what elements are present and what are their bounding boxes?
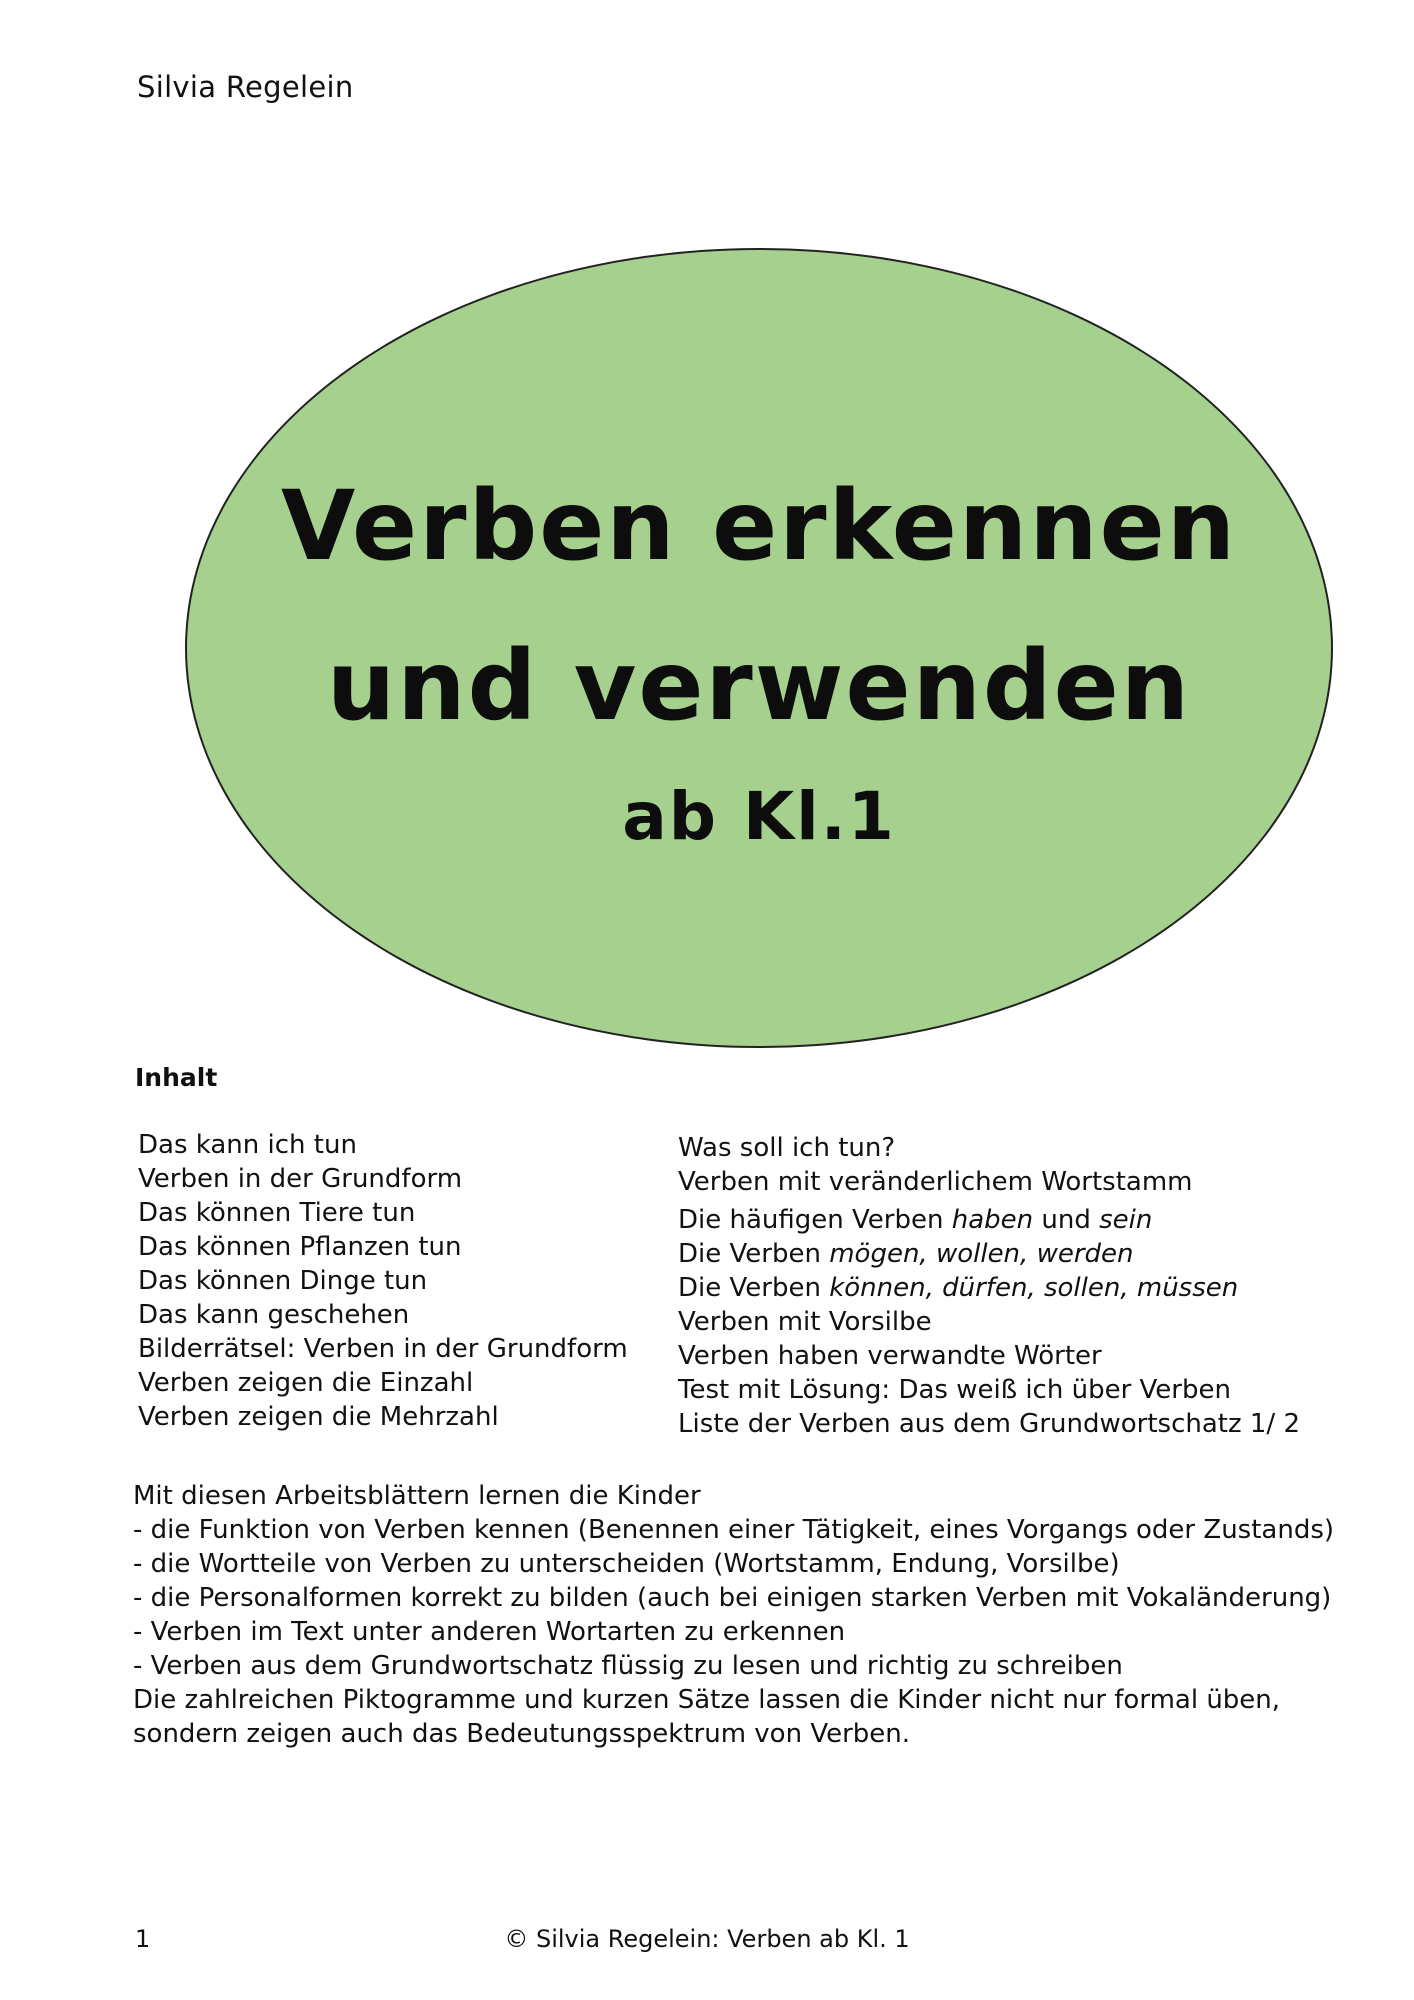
contents-item: Verben mit veränderlichem Wortstamm xyxy=(678,1167,1193,1197)
contents-item: Liste der Verben aus dem Grundwortschatz 1/ 2 xyxy=(678,1409,1300,1439)
intro-bullet: - die Funktion von Verben kennen (Benennen einer Tätigkeit, eines Vorgangs oder Zustands) xyxy=(133,1515,1335,1545)
title-line-2: und verwenden xyxy=(326,630,1192,742)
intro-closing: Die zahlreichen Piktogramme und kurzen Sätze lassen die Kinder nicht nur formal üben, sondern zeigen auch das Bedeutungsspektrum von Verben. xyxy=(133,1685,1281,1749)
contents-item xyxy=(678,1237,1300,1271)
copyright-notice: © Silvia Regelein: Verben ab Kl. 1 xyxy=(504,1925,910,1953)
contents-item: Verben zeigen die Mehrzahl xyxy=(138,1402,499,1432)
contents-item-text: und xyxy=(1033,1205,1100,1235)
contents-item-emphasis: haben xyxy=(951,1205,1034,1235)
contents-item: Bilderrätsel: Verben in der Grundform xyxy=(138,1334,628,1364)
contents-item: Was soll ich tun? xyxy=(678,1133,896,1163)
intro-section xyxy=(133,1479,1353,1751)
intro-bullet-list xyxy=(133,1513,1353,1683)
contents-list-left xyxy=(138,1128,628,1434)
contents-item: Verben haben verwandte Wörter xyxy=(678,1341,1102,1371)
contents-item: Verben mit Vorsilbe xyxy=(678,1307,932,1337)
contents-item: Verben zeigen die Einzahl xyxy=(138,1368,474,1398)
intro-bullet: - die Personalformen korrekt zu bilden (auch bei einigen starken Verben mit Vokaländerung) xyxy=(133,1583,1332,1613)
contents-item: Das kann geschehen xyxy=(138,1300,410,1330)
contents-item-text: Die Verben xyxy=(678,1239,830,1269)
contents-item-text: Die Verben xyxy=(678,1273,830,1303)
author-name: Silvia Regelein xyxy=(137,70,354,104)
intro-bullet: - Verben aus dem Grundwortschatz flüssig zu lesen und richtig zu schreiben xyxy=(133,1651,1123,1681)
intro-bullet: - Verben im Text unter anderen Wortarten zu erkennen xyxy=(133,1617,846,1647)
contents-item xyxy=(678,1271,1300,1305)
contents-list-right xyxy=(678,1131,1300,1441)
contents-item: Das können Tiere tun xyxy=(138,1198,416,1228)
intro-lead: Mit diesen Arbeitsblättern lernen die Kinder xyxy=(133,1481,701,1511)
contents-item-text: Die häufigen Verben xyxy=(678,1205,952,1235)
contents-item-emphasis: mögen, wollen, werden xyxy=(829,1239,1134,1269)
contents-item-emphasis: können, dürfen, sollen, müssen xyxy=(829,1273,1239,1303)
contents-item: Test mit Lösung: Das weiß ich über Verben xyxy=(678,1375,1231,1405)
contents-item-emphasis: sein xyxy=(1099,1205,1153,1235)
intro-bullet: - die Wortteile von Verben zu unterscheiden (Wortstamm, Endung, Vorsilbe) xyxy=(133,1549,1120,1579)
contents-item: Verben in der Grundform xyxy=(138,1164,463,1194)
contents-item: Das können Pflanzen tun xyxy=(138,1232,462,1262)
page-number: 1 xyxy=(135,1925,151,1953)
title-line-3: ab Kl.1 xyxy=(622,778,896,855)
contents-item: Das kann ich tun xyxy=(138,1130,357,1160)
contents-heading: Inhalt xyxy=(135,1063,218,1092)
title-line-1: Verben erkennen xyxy=(280,470,1238,582)
contents-item: Das können Dinge tun xyxy=(138,1266,428,1296)
contents-item xyxy=(678,1203,1300,1237)
